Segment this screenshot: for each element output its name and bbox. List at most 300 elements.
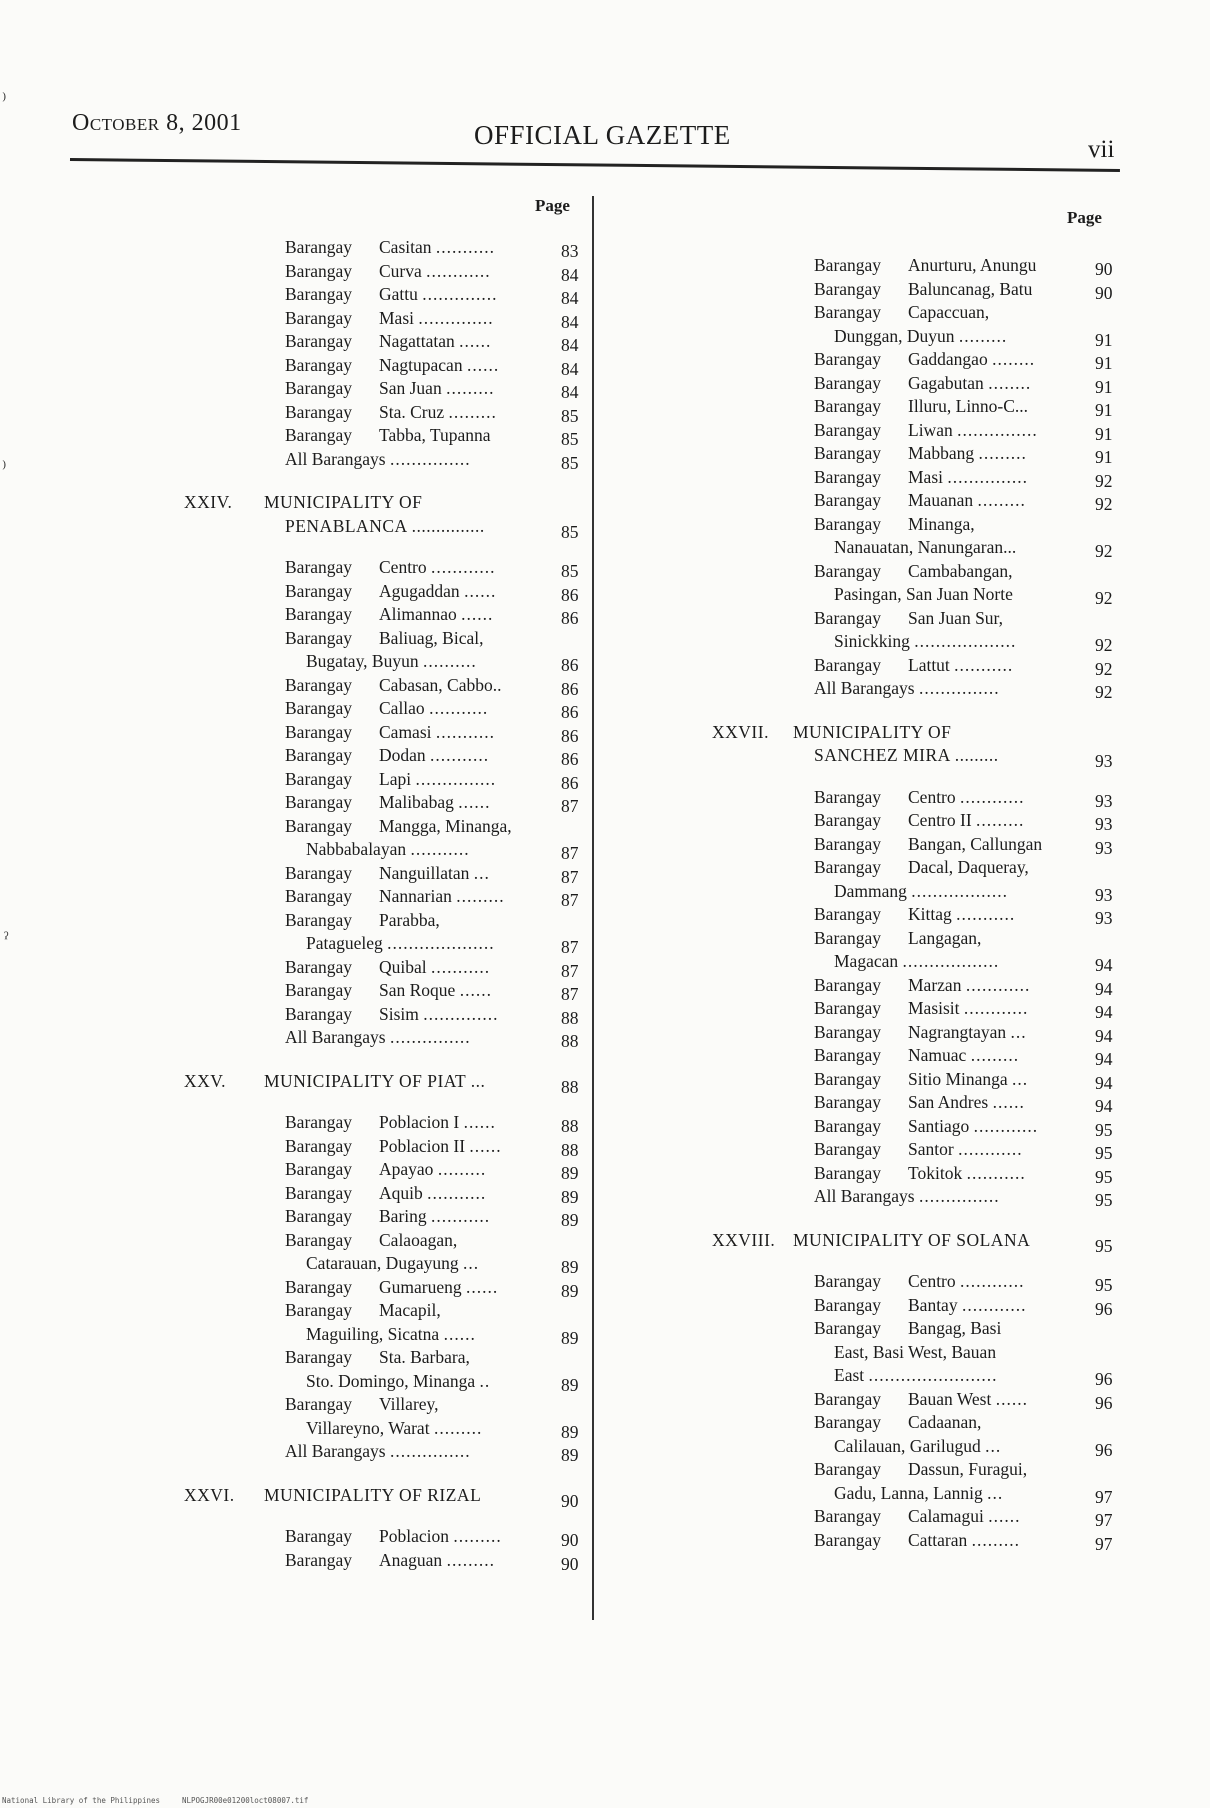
- barangay-label: Barangay: [285, 1300, 353, 1320]
- header-title: OFFICIAL GAZETTE: [474, 120, 731, 150]
- barangay-label: Barangay: [814, 1459, 882, 1479]
- entry-name: Langagan,: [908, 927, 982, 948]
- entry-name: Cattaran: [908, 1529, 972, 1550]
- leader-dots: ...............: [918, 678, 1000, 698]
- barangay-entry: [285, 330, 491, 352]
- entry-page-number: 87: [561, 843, 579, 863]
- barangay-label: Barangay: [285, 557, 353, 577]
- barangay-entry: [814, 654, 1013, 676]
- footer-library: National Library of the Philippines: [2, 1796, 161, 1805]
- entry-page-number: 88: [561, 1007, 579, 1028]
- entry-name: All Barangays: [814, 678, 919, 698]
- leader-dots: ...........: [956, 904, 1016, 924]
- barangay-entry: [814, 1458, 1027, 1480]
- entry-name: All Barangays: [285, 448, 390, 469]
- barangay-entry: [285, 1135, 502, 1157]
- barangay-label: Barangay: [285, 886, 353, 906]
- entry-page-number: 85: [561, 452, 579, 473]
- barangay-entry: [814, 372, 1031, 394]
- leader-dots: ..............: [423, 1003, 499, 1024]
- barangay-label: Barangay: [814, 904, 882, 924]
- entry-page-number: 87: [561, 890, 579, 910]
- leader-dots: .........: [954, 745, 999, 765]
- header-page-number: vii: [1088, 136, 1115, 163]
- barangay-label: Barangay: [285, 956, 353, 977]
- barangay-label: Barangay: [814, 1092, 882, 1112]
- barangay-label: Barangay: [814, 1139, 882, 1159]
- entry-name: Nanguillatan: [379, 862, 474, 883]
- leader-dots: ...........: [966, 1162, 1026, 1183]
- leader-dots: .........: [978, 443, 1027, 463]
- leader-dots: ............: [426, 260, 491, 281]
- entry-name: Capaccuan,: [908, 302, 990, 322]
- entry-page-number: 87: [561, 866, 579, 887]
- entry-page-number: 89: [561, 1257, 579, 1277]
- barangay-entry: [285, 1525, 502, 1547]
- barangay-entry: [285, 1276, 498, 1298]
- entry-name: Bangan, Callungan: [908, 833, 1043, 854]
- entry-continuation: Dunggan, Duyun .........: [834, 325, 1008, 346]
- barangay-entry: [814, 513, 975, 535]
- section-number: XXVIII.: [712, 1229, 776, 1250]
- barangay-label: Barangay: [285, 401, 353, 422]
- leader-dots: ...: [985, 1435, 1002, 1456]
- leader-dots: ......: [995, 1388, 1028, 1409]
- entry-name: Parabba,: [379, 909, 440, 930]
- entry-name: Poblacion: [379, 1526, 454, 1546]
- leader-dots: ......: [466, 354, 500, 375]
- barangay-label: Barangay: [814, 419, 882, 440]
- barangay-label: Barangay: [285, 815, 353, 836]
- barangay-label: Barangay: [285, 1394, 353, 1414]
- leader-dots: ...............: [957, 419, 1038, 440]
- barangay-entry: [285, 377, 494, 399]
- entry-page-number: 86: [561, 725, 579, 746]
- all-barangays-entry: [285, 448, 471, 470]
- entry-page-number: 96: [1095, 1298, 1113, 1319]
- barangay-entry: [814, 607, 1003, 629]
- barangay-label: Barangay: [814, 560, 882, 581]
- margin-mark: ⁾: [2, 90, 7, 110]
- leader-dots: ........: [992, 349, 1036, 369]
- barangay-entry: [814, 1529, 1020, 1551]
- leader-dots: ......: [992, 1092, 1025, 1112]
- entry-page-number: 97: [1095, 1486, 1113, 1507]
- entry-name: Nannarian: [379, 886, 457, 906]
- entry-name: Alimannao: [379, 604, 462, 624]
- entry-page-number: 96: [1095, 1392, 1113, 1413]
- barangay-entry: [285, 236, 495, 258]
- entry-page-number: 93: [1095, 908, 1113, 928]
- barangay-label: Barangay: [285, 745, 353, 765]
- barangay-label: Barangay: [285, 378, 353, 398]
- barangay-label: Barangay: [814, 1294, 882, 1315]
- barangay-label: Barangay: [285, 1159, 353, 1179]
- entry-page-number: 92: [1095, 541, 1113, 561]
- barangay-entry: [285, 627, 484, 649]
- barangay-label: Barangay: [285, 674, 353, 695]
- barangay-label: Barangay: [285, 284, 353, 304]
- barangay-label: Barangay: [285, 260, 353, 281]
- barangay-entry: [285, 697, 488, 719]
- leader-dots: ........: [988, 372, 1032, 393]
- barangay-label: Barangay: [814, 857, 882, 877]
- entry-page-number: 84: [561, 311, 579, 332]
- column-divider: [592, 196, 594, 1620]
- barangay-entry: [814, 997, 1028, 1019]
- leader-dots: ..................: [911, 880, 1009, 901]
- entry-page-number: 95: [1095, 1275, 1113, 1295]
- leader-dots: ......: [463, 1112, 496, 1132]
- entry-page-number: 90: [561, 1530, 579, 1550]
- entry-page-number: 90: [561, 1553, 579, 1574]
- section-number: XXIV.: [184, 492, 233, 512]
- leader-dots: ...: [1010, 1021, 1027, 1042]
- barangay-entry: [285, 1158, 486, 1180]
- barangay-entry: [814, 1162, 1026, 1184]
- barangay-entry: [814, 1091, 1025, 1113]
- leader-dots: .........: [446, 378, 495, 398]
- entry-page-number: 83: [561, 241, 579, 261]
- section-title: MUNICIPALITY OF: [264, 492, 423, 512]
- entry-page-number: 92: [1095, 470, 1113, 491]
- barangay-entry: [814, 278, 1032, 300]
- entry-name: Tabba, Tupanna: [379, 425, 491, 445]
- entry-name: Illuru, Linno-C...: [908, 396, 1029, 416]
- entry-name: San Juan: [379, 378, 447, 398]
- entry-name: San Roque: [379, 980, 460, 1000]
- entry-page-number: 91: [1095, 353, 1113, 373]
- barangay-entry: [285, 1299, 441, 1321]
- entry-page-number: 94: [1095, 978, 1113, 999]
- leader-dots: ...............: [415, 768, 497, 789]
- entry-page-number: 87: [561, 937, 579, 957]
- leader-dots: .........: [433, 1417, 483, 1438]
- entry-name: Sitio Minanga: [908, 1068, 1013, 1089]
- leader-dots: .........: [453, 1526, 502, 1546]
- entry-name: Masi: [379, 307, 419, 328]
- entry-name: Poblacion II: [379, 1135, 470, 1156]
- leader-dots: ......: [469, 1135, 502, 1156]
- barangay-label: Barangay: [814, 1162, 882, 1183]
- entry-page-number: 85: [561, 405, 579, 426]
- section-title: MUNICIPALITY OF RIZAL: [264, 1484, 482, 1505]
- barangay-entry: [285, 307, 494, 329]
- section-page-number: 95: [1095, 1235, 1113, 1256]
- barangay-label: Barangay: [814, 1388, 882, 1409]
- entry-name: Macapil,: [379, 1300, 441, 1320]
- entry-continuation: Calilauan, Garilugud ...: [834, 1435, 1002, 1456]
- entry-page-number: 89: [561, 1374, 579, 1395]
- entry-name: Mauanan: [908, 490, 978, 510]
- barangay-entry: [285, 424, 491, 446]
- entry-page-number: 87: [561, 960, 579, 981]
- barangay-label: Barangay: [814, 810, 882, 830]
- entry-page-number: 89: [561, 1280, 579, 1301]
- entry-page-number: 91: [1095, 329, 1113, 350]
- barangay-label: Barangay: [814, 998, 882, 1018]
- entry-name: Marzan: [908, 974, 966, 995]
- leader-dots: ...........: [427, 1182, 487, 1203]
- entry-page-number: 85: [561, 429, 579, 449]
- barangay-label: Barangay: [814, 372, 882, 393]
- entry-continuation: Catarauan, Dugayung ...: [306, 1253, 480, 1273]
- entry-page-number: 86: [561, 655, 579, 675]
- entry-name: All Barangays: [285, 1441, 390, 1461]
- entry-name: All Barangays: [285, 1027, 390, 1047]
- leader-dots: ....................: [387, 933, 495, 953]
- entry-continuation: Villareyno, Warat .........: [306, 1417, 483, 1438]
- entry-page-number: 86: [561, 608, 579, 628]
- leader-dots: .........: [970, 1045, 1020, 1065]
- barangay-entry: [285, 1393, 439, 1415]
- entry-name: Cambabangan,: [908, 560, 1013, 581]
- leader-dots: ...........: [435, 237, 495, 257]
- entry-name: Aquib: [379, 1182, 428, 1203]
- barangay-entry: [285, 744, 489, 766]
- leader-dots: ...............: [389, 1027, 471, 1047]
- margin-mark: ˀ: [4, 928, 9, 948]
- barangay-entry: [285, 768, 496, 790]
- barangay-label: Barangay: [285, 792, 353, 812]
- entry-name: San Andres: [908, 1092, 993, 1112]
- leader-dots: ..................: [902, 951, 1000, 971]
- entry-name: Anaguan: [379, 1549, 447, 1570]
- entry-page-number: 87: [561, 796, 579, 816]
- leader-dots: ............: [958, 1139, 1023, 1159]
- barangay-entry: [285, 1346, 470, 1368]
- barangay-entry: [285, 885, 505, 907]
- entry-page-number: 93: [1095, 790, 1113, 811]
- entry-page-number: 91: [1095, 376, 1113, 397]
- barangay-label: Barangay: [285, 1229, 353, 1250]
- entry-page-number: 90: [1095, 282, 1113, 303]
- leader-dots: .........: [971, 1529, 1021, 1550]
- barangay-label: Barangay: [285, 1182, 353, 1203]
- entry-page-number: 89: [561, 1327, 579, 1348]
- barangay-label: Barangay: [814, 349, 882, 369]
- entry-name: Baliuag, Bical,: [379, 627, 484, 648]
- entry-continuation: Pasingan, San Juan Norte: [834, 584, 1013, 604]
- barangay-label: Barangay: [814, 302, 882, 322]
- leader-dots: .........: [446, 1549, 495, 1570]
- entry-name: Curva: [379, 260, 427, 281]
- barangay-label: Barangay: [814, 278, 882, 299]
- footer-file: NLPOGJR00e01200loct08007.tif: [182, 1796, 309, 1805]
- leader-dots: .........: [437, 1159, 487, 1179]
- leader-dots: ............: [965, 974, 1031, 995]
- barangay-label: Barangay: [285, 768, 353, 789]
- leader-dots: .........: [958, 325, 1008, 346]
- barangay-entry: [285, 401, 497, 423]
- barangay-entry: [285, 1205, 490, 1227]
- entry-page-number: 92: [1095, 658, 1113, 679]
- leader-dots: ...: [473, 862, 490, 883]
- entry-name: Santor: [908, 1139, 959, 1159]
- barangay-entry: [814, 442, 1027, 464]
- entry-name: Minanga,: [908, 513, 975, 534]
- entry-name: Gumarueng: [379, 1276, 466, 1297]
- entry-page-number: 92: [1095, 682, 1113, 702]
- barangay-label: Barangay: [814, 1021, 882, 1042]
- barangay-label: Barangay: [285, 1276, 353, 1297]
- entry-name: Lattut: [908, 654, 955, 675]
- header-date-month: October: [72, 110, 160, 136]
- section-page-number: 85: [561, 521, 579, 542]
- entry-continuation: Magacan ..................: [834, 951, 1000, 971]
- entry-page-number: 84: [561, 382, 579, 402]
- barangay-entry: [814, 809, 1024, 831]
- barangay-label: Barangay: [814, 974, 882, 995]
- entry-page-number: 91: [1095, 447, 1113, 467]
- leader-dots: ............: [961, 1294, 1027, 1315]
- barangay-entry: [814, 974, 1030, 996]
- leader-dots: ...............: [411, 515, 485, 536]
- barangay-entry: [285, 354, 499, 376]
- entry-continuation: Sinickking ...................: [834, 631, 1017, 651]
- barangay-label: Barangay: [814, 1115, 882, 1136]
- entry-continuation: Nanauatan, Nanungaran...: [834, 537, 1017, 557]
- barangay-label: Barangay: [285, 354, 353, 375]
- entry-page-number: 94: [1095, 1002, 1113, 1022]
- entry-page-number: 87: [561, 984, 579, 1004]
- entry-name: Masi: [908, 466, 948, 487]
- entry-name: Sta. Cruz: [379, 401, 449, 422]
- leader-dots: ......: [458, 792, 491, 812]
- barangay-label: Barangay: [285, 862, 353, 883]
- barangay-label: Barangay: [285, 721, 353, 742]
- leader-dots: ...........: [435, 721, 495, 742]
- barangay-entry: [814, 489, 1026, 511]
- barangay-label: Barangay: [814, 1271, 882, 1291]
- entry-name: Poblacion I: [379, 1112, 464, 1132]
- barangay-label: Barangay: [814, 654, 882, 675]
- entry-name: Sta. Barbara,: [379, 1347, 470, 1367]
- entry-name: Liwan: [908, 419, 958, 440]
- barangay-entry: [285, 1229, 457, 1251]
- entry-page-number: 84: [561, 288, 579, 308]
- left-page-header: Page: [535, 196, 570, 215]
- barangay-entry: [814, 1270, 1025, 1292]
- entry-page-number: 86: [561, 584, 579, 605]
- entry-page-number: 94: [1095, 1025, 1113, 1046]
- barangay-entry: [814, 348, 1035, 370]
- leader-dots: ...............: [389, 448, 471, 469]
- barangay-entry: [814, 1317, 1001, 1339]
- barangay-label: Barangay: [814, 513, 882, 534]
- entry-page-number: 89: [561, 1210, 579, 1230]
- entry-page-number: 89: [561, 1163, 579, 1183]
- leader-dots: ...............: [389, 1441, 471, 1461]
- barangay-entry: [285, 674, 501, 696]
- barangay-label: Barangay: [814, 1068, 882, 1089]
- section-number: XXVI.: [184, 1484, 235, 1505]
- barangay-entry: [814, 395, 1028, 417]
- entry-page-number: 89: [561, 1186, 579, 1207]
- entry-page-number: 96: [1095, 1439, 1113, 1460]
- entry-name: Nagrangtayan: [908, 1021, 1011, 1042]
- section-number: XXVII.: [712, 721, 769, 742]
- entry-continuation: East ........................: [834, 1365, 998, 1385]
- right-page-header: Page: [1067, 208, 1102, 227]
- entry-page-number: 94: [1095, 955, 1113, 975]
- entry-page-number: 88: [561, 1116, 579, 1136]
- barangay-label: Barangay: [285, 909, 353, 930]
- entry-name: Mabbang: [908, 443, 979, 463]
- leader-dots: ......: [461, 604, 494, 624]
- leader-dots: ...........: [431, 956, 491, 977]
- entry-page-number: 97: [1095, 1510, 1113, 1530]
- leader-dots: ...: [462, 1253, 480, 1273]
- entry-page-number: 90: [1095, 259, 1113, 279]
- barangay-label: Barangay: [285, 580, 353, 601]
- leader-dots: .........: [976, 810, 1025, 830]
- entry-page-number: 84: [561, 335, 579, 355]
- entry-continuation: Patagueleg ....................: [306, 933, 495, 953]
- barangay-label: Barangay: [285, 331, 353, 351]
- entry-page-number: 85: [561, 561, 579, 581]
- leader-dots: ...................: [914, 631, 1017, 651]
- entry-page-number: 86: [561, 772, 579, 793]
- barangay-entry: [814, 903, 1015, 925]
- entry-continuation: East, Basi West, Bauan: [834, 1341, 997, 1362]
- entry-name: Dassun, Furagui,: [908, 1459, 1028, 1479]
- leader-dots: ...: [987, 1482, 1004, 1503]
- barangay-label: Barangay: [285, 1003, 353, 1024]
- leader-dots: ......: [466, 1276, 499, 1297]
- barangay-entry: [814, 1068, 1028, 1090]
- all-barangays-entry: [285, 1440, 471, 1462]
- entry-page-number: 84: [561, 264, 579, 285]
- entry-name: Baluncanag, Batu: [908, 278, 1033, 299]
- barangay-entry: [814, 786, 1025, 808]
- barangay-label: Barangay: [285, 1526, 353, 1546]
- entry-name: Gaddangao: [908, 349, 993, 369]
- barangay-entry: [285, 260, 491, 282]
- entry-name: Cadaanan,: [908, 1412, 982, 1432]
- leader-dots: ............: [960, 786, 1025, 807]
- entry-page-number: 88: [561, 1031, 579, 1051]
- barangay-label: Barangay: [285, 980, 353, 1000]
- entry-name: Lapi: [379, 768, 416, 789]
- entry-page-number: 93: [1095, 884, 1113, 905]
- section-title: PENABLANCA ...............: [285, 515, 485, 536]
- barangay-entry: [814, 1044, 1019, 1066]
- leader-dots: ...: [1012, 1068, 1029, 1089]
- barangay-entry: [285, 862, 490, 884]
- entry-page-number: 96: [1095, 1369, 1113, 1389]
- entry-name: Bangag, Basi: [908, 1318, 1002, 1338]
- barangay-entry: [285, 1549, 495, 1571]
- leader-dots: ........................: [868, 1365, 998, 1385]
- leader-dots: ..........: [422, 651, 477, 671]
- leader-dots: ......: [464, 580, 497, 601]
- leader-dots: ..............: [422, 284, 498, 304]
- barangay-label: Barangay: [285, 425, 353, 445]
- header-date-rest: 8, 2001: [159, 110, 242, 136]
- barangay-label: Barangay: [814, 833, 882, 854]
- barangay-label: Barangay: [285, 604, 353, 624]
- entry-page-number: 86: [561, 749, 579, 769]
- leader-dots: ...........: [429, 698, 489, 718]
- header-date: [72, 110, 242, 137]
- entry-page-number: 89: [561, 1421, 579, 1442]
- entry-page-number: 92: [1095, 635, 1113, 655]
- entry-name: Centro: [908, 1271, 961, 1291]
- barangay-label: Barangay: [814, 443, 882, 463]
- barangay-label: Barangay: [285, 1206, 353, 1226]
- entry-name: Sisim: [379, 1003, 424, 1024]
